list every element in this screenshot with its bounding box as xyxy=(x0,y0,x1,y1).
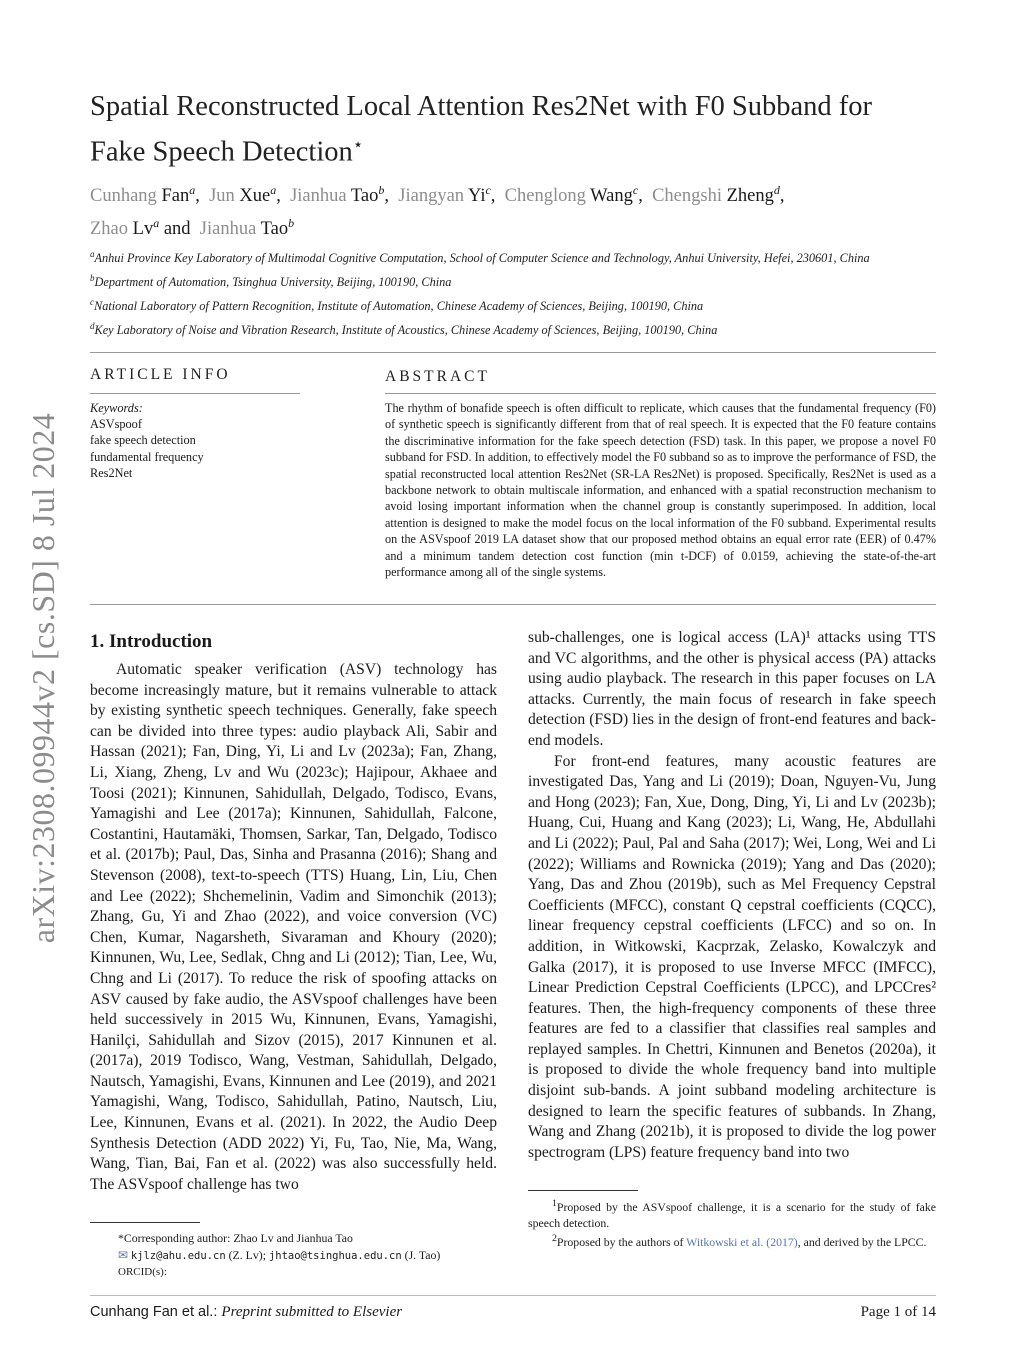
footnote-divider-right xyxy=(528,1190,638,1191)
section-heading-introduction: 1. Introduction xyxy=(90,631,213,652)
footnote: $^2$Proposed by the authors of Witkowski et al. (2017), and derived by the LPCC. xyxy=(552,1232,927,1249)
body-column-left xyxy=(90,660,497,1195)
paragraph: sub-challenges, one is logical access (LA)¹ attacks using TTS and VC algorithms, and the other is physical access (PA) attacks using audio playback. The research in this paper focuses on LA attacks. Currently, the main focus of research in fake speech detection (FSD) lies in the design of front-end features and back-end models. xyxy=(528,629,936,749)
author-list: Cunhang Fan$^a$, Jun Xue$^a$, Jianhua Tao$^b$, Jiangyan Yi$^c$, Chenglong Wang$^c$, Chengshi Zheng$^d$, Zhao Lv$^a$ and Jianhua Tao$^b$ xyxy=(90,183,785,240)
footnote-divider-left xyxy=(90,1222,200,1223)
affiliation: $^d$Key Laboratory of Noise and Vibration Research, Institute of Acoustics, Chinese Academy of Sciences, Beijing, 100190, China xyxy=(90,321,718,338)
author[interactable]: Chenglong Wang$^c$ xyxy=(504,183,639,207)
keywords-block xyxy=(90,400,300,481)
author[interactable]: Jianhua Tao$^b$ xyxy=(290,183,385,207)
corresponding-author-block xyxy=(118,1230,518,1281)
author[interactable]: Zhao Lv$^a$ xyxy=(90,216,160,240)
keyword: fake speech detection xyxy=(90,433,196,448)
article-info-heading: ARTICLE INFO xyxy=(90,366,231,383)
abstract-bottom-divider xyxy=(90,604,936,605)
affiliation: $^b$Department of Automation, Tsinghua University, Beijing, 100190, China xyxy=(90,273,452,290)
keywords-label: Keywords: xyxy=(90,401,143,415)
page-number: Page 1 of 14 xyxy=(860,1304,936,1320)
orcid-label: ORCID(s): xyxy=(118,1266,167,1278)
header-divider xyxy=(90,352,936,353)
abstract-text: The rhythm of bonafide speech is often difficult to replicate, which causes that the fundamental frequency (F0) of synthetic speech is significantly different from that of real speech. It is expected that the F0 feature contains the discriminative information for the fake speech detection (FSD) task. In this paper, we propose a novel F0 subband for FSD. In addition, to effectively model the F0 subband so as to improve the performance of FSD, the spatial reconstructed local attention Res2Net (SR-LA Res2Net) is proposed. Specifically, Res2Net is used as a backbone network to obtain multiscale information, and enhanced with a spatial reconstruction mechanism to avoid losing important information when the channel group is constantly superimposed. In addition, local attention is designed to make the model focus on the local information of the F0 subband. Experimental results on the ASVspoof 2019 LA dataset show that our proposed method obtains an equal error rate (EER) of 0.47% and a minimum tandem detection cost function (min t-DCF) of 0.0159, achieving the state-of-the-art performance among all of the single systems. xyxy=(385,401,936,580)
paper-title xyxy=(90,88,950,172)
affiliation: $^c$National Laboratory of Pattern Recognition, Institute of Automation, Chinese Academy of Sciences, Beijing, 100190, China xyxy=(90,297,704,314)
keyword: Res2Net xyxy=(90,465,133,480)
envelope-icon: ✉ xyxy=(118,1247,128,1262)
title-line-2: Fake Speech Detection xyxy=(90,136,353,168)
keyword: ASVspoof xyxy=(90,417,142,432)
corresponding-author-note: *Corresponding author: Zhao Lv and Jianhua Tao xyxy=(118,1231,353,1245)
and-word: and xyxy=(163,219,191,240)
paragraph: For front-end features, many acoustic features are investigated Das, Yang and Li (2019); Doan, Nguyen-Vu, Jung and Hong (2023); Fan, Xue, Dong, Ding, Yi, Li and Lv (2023b); Huang, Cui, Huang and Kang (2023); Li, Wang, He, Abdullahi and Li (2022); Paul, Pal and Saha (2017); Wei, Long, Wei and Li (2022); Williams and Rownicka (2019); Yang and Das (2020); Yang, Das and Zhou (2019b), such as Mel Frequency Cepstral Coefficients (MFCC), constant Q cepstral coefficients (CQCC), linear frequency cepstral coefficients (LFCC) and so on. In addition, in Witkowski, Kacprzak, Zelasko, Kowalczyk and Galka (2017), it is proposed to use Inverse MFCC (IMFCC), Linear Prediction Cepstral Coefficients (LPCC), and LPCCres² features. Then, the high-frequency components of these three features are fed to a classifier that classifies real samples and replayed samples. In Chettri, Kinnunen and Benetos (2020a), it is proposed to divide the whole frequency band into multiple disjoint sub-bands. A joint subband modeling architecture is designed to learn the specific features of subbands. In Zhang, Wang and Zhang (2021b), it is proposed to divide the log power spectrogram (LPS) feature frequency band into two xyxy=(528,752,936,1161)
email-link[interactable]: kjlz@ahu.edu.cn xyxy=(130,1249,226,1262)
footer-divider xyxy=(90,1295,936,1296)
footnote-citation-link[interactable]: Witkowski et al. (2017) xyxy=(686,1234,798,1249)
footer-running-head: Cunhang Fan et al.: Preprint submitted to Elsevier xyxy=(90,1304,403,1320)
author[interactable]: Jianhua Tao$^b$ xyxy=(199,216,295,240)
author[interactable]: Cunhang Fan$^a$ xyxy=(90,183,196,207)
arxiv-identifier: arXiv:2308.09944v2 [cs.SD] 8 Jul 2024 xyxy=(25,412,61,944)
article-info-divider xyxy=(90,393,300,394)
email-line: ✉ kjlz@ahu.edu.cn (Z. Lv); jhtao@tsinghua.edu.cn (J. Tao) xyxy=(118,1247,441,1262)
footnote: $^1$Proposed by the ASVspoof challenge, it is a scenario for the study of fake speech detection. xyxy=(528,1198,936,1230)
author[interactable]: Jiangyan Yi$^c$ xyxy=(398,183,491,207)
paragraph: Automatic speaker verification (ASV) technology has become increasingly mature, but it remains vulnerable to attack by existing synthetic speech techniques. Generally, fake speech can be divided into three types: audio playback Ali, Sabir and Hassan (2021); Fan, Ding, Yi, Li and Lv (2023a); Fan, Zhang, Li, Xiang, Zheng, Lv and Wu (2023c); Hajipour, Akhaee and Toosi (2021); Kinnunen, Sahidullah, Delgado, Todisco, Evans, Yamagishi and Lee (2017a); Kinnunen, Sahidullah, Falcone, Costantini, Hautamäki, Thomsen, Sarkar, Tan, Delgado, Todisco et al. (2017b); Paul, Das, Sinha and Prasanna (2016); Shang and Stevenson (2008), text-to-speech (TTS) Huang, Lin, Liu, Chen and Lee (2022); Shchemelinin, Vadim and Simonchik (2013); Zhang, Gu, Yi and Zhao (2022), and voice conversion (VC) Chen, Kumar, Nagarsheth, Sivaraman and Khoury (2020); Kinnunen, Wu, Lee, Sedlak, Chng and Li (2012); Tian, Lee, Wu, Chng and Li (2017). To reduce the risk of spoofing attacks on ASV caused by fake audio, the ASVspoof challenges have been held successively in 2015 Wu, Kinnunen, Evans, Yamagishi, Hanilçi, Sahidullah and Sizov (2015), 2017 Kinnunen et al. (2017a), 2019 Todisco, Wang, Vestman, Sahidullah, Delgado, Nautsch, Yamagishi, Evans, Kinnunen and Lee (2019), and 2021 Yamagishi, Wang, Todisco, Sahidullah, Patino, Nautsch, Liu, Lee, Kinnunen, Evans et al. (2021). In 2022, the Audio Deep Synthesis Detection (ADD 2022) Yi, Fu, Tao, Nie, Ma, Wang, Wang, Tian, Bai, Fan et al. (2022) was also successfully held. The ASVspoof challenge has two xyxy=(90,661,497,1193)
keyword: fundamental frequency xyxy=(90,449,204,464)
author[interactable]: Chengshi Zheng$^d$ xyxy=(652,183,780,207)
email-link[interactable]: jhtao@tsinghua.edu.cn xyxy=(268,1249,402,1262)
title-star-mark: ⋆ xyxy=(352,135,364,154)
affiliation-list xyxy=(90,246,950,342)
body-column-right xyxy=(528,628,936,1163)
abstract-divider xyxy=(385,393,936,394)
author[interactable]: Jun Xue$^a$ xyxy=(209,183,277,207)
footnotes-block xyxy=(528,1196,936,1250)
abstract-heading: ABSTRACT xyxy=(385,368,490,385)
title-line-1: Spatial Reconstructed Local Attention Res2Net with F0 Subband for xyxy=(90,91,873,122)
affiliation: $^a$Anhui Province Key Laboratory of Multimodal Cognitive Computation, School of Computer Science and Technology, Anhui University, Hefei, 230601, China xyxy=(90,249,870,266)
